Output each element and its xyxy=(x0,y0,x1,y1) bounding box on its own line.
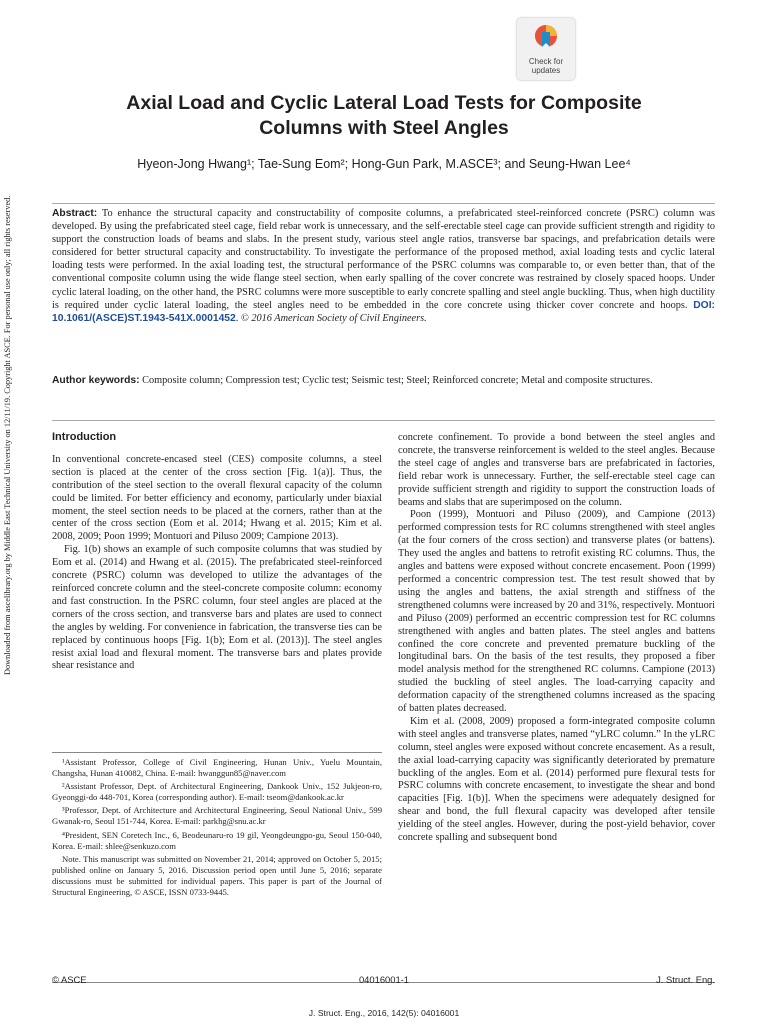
keywords-label: Author keywords: xyxy=(52,375,140,386)
check-for-updates-badge[interactable] xyxy=(517,18,575,80)
footnote: Note. This manuscript was submitted on November 21, 2014; approved on October 5, 2015; published online on January 5, 2016. Discussion period open until June 5, 2016; separate discussions must be submitted for individual papers. This paper is part of the Journal of Structural Engineering, © ASCE, ISSN 0733-9445. xyxy=(52,853,382,898)
footnote: ³Professor, Dept. of Architecture and Architectural Engineering, Seoul National Univ., 599 Gwanak-ro, Seoul 151-744, Korea. E-mail: parkhg@snu.ac.kr xyxy=(52,805,382,827)
section-heading: Introduction xyxy=(52,431,117,443)
journal-abbrev: J. Struct. Eng. xyxy=(656,974,715,985)
left-column xyxy=(52,431,382,673)
paragraph: Kim et al. (2008, 2009) proposed a form-integrated composite column with steel angles and transverse plates, named “yLRC column.” In the yLRC column, steel angles were exposed without concrete encasement. As a result, the axial load-carrying capacity was significantly deteriorated by premature buckling of the angles. Eom et al. (2014) performed pure flexural tests for PSRC columns with concrete encasement, to investigate the shear and bond capacities [Fig. 1(b)]. When the specimens were adequately designed for shear and bond, the full flexural capacity was developed after tensile yielding of the steel angles. However, during the post-yield behavior, cover concrete spalling and subsequent bond xyxy=(398,715,715,844)
abstract: Abstract: To enhance the structural capacity and constructability of composite columns, a prefabricated steel-reinforced concrete (PSRC) column was developed. By using the prefabricated steel cage, field rebar work is unnecessary, and the self-erectable steel cage can provide sufficient strength and rigidity to support the construction loads of beams and slabs. In the present study, various steel angle ratios, transverse bar spacings, and prefabrication details were considered for better structural capacity and constructability. To investigate the performance of the proposed method, axial loading tests and cyclic lateral loading tests were performed. In the axial loading test, the structural performance of the PSRC columns was comparable to, or even better than, that of the conventional composite column using the wide flange steel section, when early spalling of the cover concrete was restrained by closely spaced hoops. Under cyclic lateral loading, on the other hand, the PSRC columns were more susceptible to early concrete spalling and steel angle buckling. Thus, when high ductility is required under cyclic lateral loading, the steel angles need to be embedded in the core concrete using thicker cover concrete and hoops. DOI: 10.1061/(ASCE)ST.1943-541X.0001452. © 2016 American Society of Civil Engineers. xyxy=(52,208,716,324)
doi-label: DOI: xyxy=(693,299,715,311)
footnote: ²Assistant Professor, Dept. of Architectural Engineering, Dankook Univ., 152 Jukjeon-ro, Gyeonggi-do 448-701, Korea (corresponding author). E-mail: tseom@dankook.ac.kr xyxy=(52,781,382,803)
author-list: Hyeon-Jong Hwang¹; Tae-Sung Eom²; Hong-Gun Park, M.ASCE³; and Seung-Hwan Lee⁴ xyxy=(137,157,631,171)
footnote: ⁴President, SEN Coretech Inc., 6, Beodeunaru-ro 19 gil, Yeongdeungpo-gu, Seoul 150-040, Korea. E-mail: shlee@senkuzo.com xyxy=(52,829,382,851)
paper-title: Axial Load and Cyclic Lateral Load Tests for Composite Columns with Steel Angles xyxy=(126,92,642,139)
footnotes xyxy=(52,752,382,900)
footer-copyright: © ASCE xyxy=(52,974,87,985)
download-notice: Downloaded from ascelibrary.org by Middle East Technical University on 12/11/19. Copyright ASCE. For personal use only; all rights reserved. xyxy=(3,195,12,675)
footnote: ¹Assistant Professor, College of Civil Engineering, Hunan Univ., Yuelu Mountain, Changsha, Hunan 410082, China. E-mail: hwanggun85@naver.com xyxy=(52,757,382,779)
paragraph: In conventional concrete-encased steel (CES) composite columns, a steel section is placed at the center of the cross section [Fig. 1(a)]. Thus, the contribution of the steel section to the overall flexural capacity of the column could be limited. For better efficiency and economy, particularly under biaxial moment, the steel section needs to be placed at the corners, rather than at the center of the cross section (Eom et al. 2014; Hwang et al. 2015; Kim et al. 2008, 2009; Poon 1999; Montuori and Piluso 2009; Campione 2013). xyxy=(52,453,382,543)
abstract-text: To enhance the structural capacity and constructability of composite columns, a prefabricated steel-reinforced concrete (PSRC) column was developed. By using the prefabricated steel cage, field rebar work is unnecessary, and the self-erectable steel cage can provide sufficient strength and rigidity to support the construction loads of beams and slabs. In the present study, various steel angle ratios, transverse bar spacings, and prefabrication details were considered for better structural capacity and constructability. To investigate the performance of the proposed method, axial loading tests and cyclic lateral loading tests were performed. In the axial loading test, the structural performance of the PSRC columns was comparable to, or even better than, that of the conventional composite column using the wide flange steel section, when early spalling of the cover concrete was restrained by closely spaced hoops. Under cyclic lateral loading, on the other hand, the PSRC columns were more susceptible to early concrete spalling and steel angle buckling. Thus, when high ductility is required under cyclic lateral loading, the steel angles need to be embedded in the core concrete using thicker cover concrete and hoops. xyxy=(52,208,716,311)
paragraph: concrete confinement. To provide a bond between the steel angles and concrete, the transverse reinforcement is welded to the steel angles. Because the steel cage of angles and transverse bars are prefabricated in factories, field rebar work is unnecessary. Further, the self-erectable steel cage can provide sufficient strength and rigidity to support the construction loads of beams and slabs that are superimposed on the column. xyxy=(398,432,715,508)
doi-link[interactable]: 10.1061/(ASCE)ST.1943-541X.0001452 xyxy=(52,312,236,324)
abstract-label: Abstract: xyxy=(52,208,98,219)
badge-label: Check for updates xyxy=(528,57,564,75)
right-column xyxy=(398,432,715,845)
paragraph: Poon (1999), Montuori and Piluso (2009), and Campione (2013) performed compression tests for RC columns strengthened with steel angles (at the four corners of the cross section) and transverse plates (or battens). They used the angles and battens to retrofit existing RC columns. Thus, the angles and battens were exposed without concrete encasement. Poon (1999) performed a concentric compression test. The test result showed that by using the angles and battens, the axial strength and stiffness of the strengthened columns were increased by 20 and 31%, respectively. Montuori and Piluso (2009) performed an eccentric compression test for RC columns strengthened with angles and batten plates. The steel angles and battens confined the core concrete and prevented premature buckling of the longitudinal bars. On the basis of the test results, they proposed a fiber model analysis method for the strengthened RC columns. Campione (2013) studied the buckling of steel angles. The load-carrying capacity and deformation capacity of the strengthened columns increased as the spacing of batten plates decreased. xyxy=(398,509,716,715)
keywords-text: Composite column; Compression test; Cyclic test; Seismic test; Steel; Reinforced concrete; Metal and composite structures. xyxy=(142,375,653,386)
author-keywords xyxy=(52,374,715,387)
paragraph: Fig. 1(b) shows an example of such composite columns that was studied by Eom et al. (2014) and Hwang et al. (2015). The prefabricated steel-reinforced concrete (PSRC) column was developed to utilize the advantages of the reinforced concrete column and the steel-concrete composite column: economy and fast construction. In the PSRC column, four steel angles are placed at the corners of the cross section, and transverse bars and plates are used to connect the angles by welding. For convenience in fabrication, the transverse ties can be replaced by continuous hoops [Fig. 1(b); Eom et al. (2013)]. The steel angles resist axial load and flexural moment. The transverse bars and plates provide shear resistance and xyxy=(52,544,382,672)
page-number: 04016001-1 xyxy=(358,974,410,985)
copyright-notice: © 2016 American Society of Civil Engineers. xyxy=(240,312,427,324)
citation: J. Struct. Eng., 2016, 142(5): 04016001 xyxy=(308,1008,460,1018)
check-updates-icon xyxy=(533,23,559,51)
